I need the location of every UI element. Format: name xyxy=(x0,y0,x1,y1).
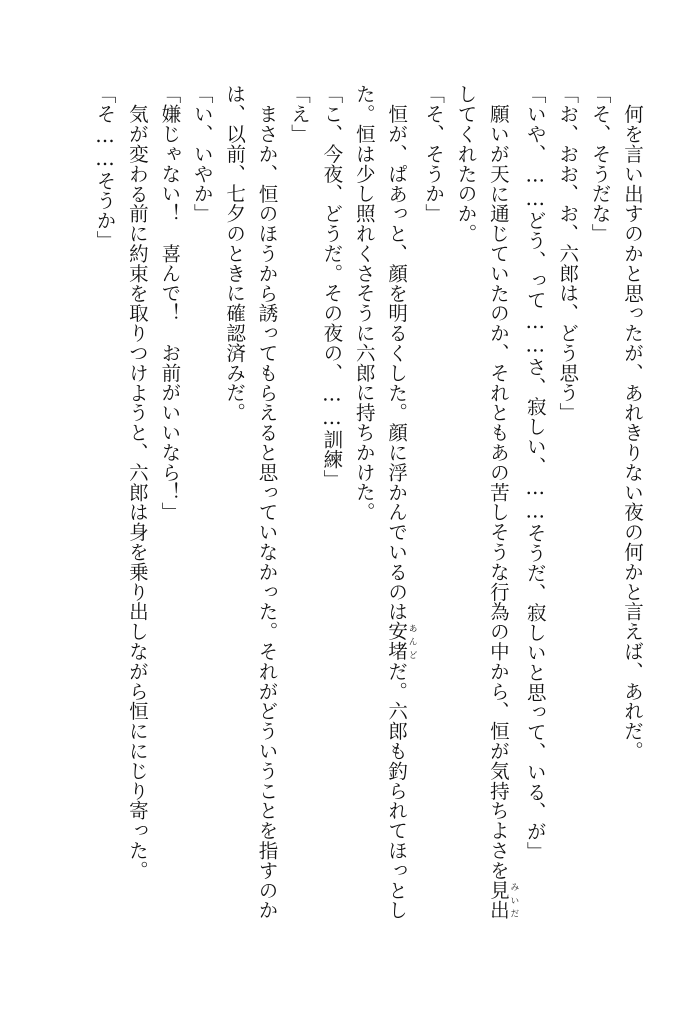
dialogue-line: 「そ、そうだな」 xyxy=(588,84,612,244)
ruby-reading: みいだ xyxy=(508,879,519,920)
narration-text: だ。六郎も釣られてほっとし xyxy=(385,660,409,920)
dialogue-line: 「そ……そうか」 xyxy=(93,84,117,251)
narration-line xyxy=(481,84,518,974)
narration-line: まさか、恒のほうから誘ってもらえると思っていなかった。それがどういうことを指すのか xyxy=(255,103,279,920)
dialogue-line: 「え」 xyxy=(287,84,311,144)
vertical-text-body xyxy=(28,84,648,974)
ruby-reading: あんど xyxy=(406,620,417,661)
dialogue-line: 「いや、……どう、って……さ、寂しい、……そうだ、寂しいと思って、いる、が」 xyxy=(523,84,547,862)
dialogue-line: 「お、おお、お、六郎は、どう思う」 xyxy=(556,84,580,423)
narration-line: 何を言い出すのかと思ったが、あれきりない夜の何かと言えば、あれだ。 xyxy=(621,103,644,761)
narration-line: 気が変わる前に約束を取りつけようと、六郎は身を乗り出しながら恒ににじり寄った。 xyxy=(125,103,149,880)
dialogue-line: 「こ、今夜、どうだ。その夜の、……訓練」 xyxy=(320,84,344,489)
dialogue-line: 「そ、そうか」 xyxy=(422,84,446,224)
ruby-midashi xyxy=(486,879,519,920)
narration-text: 恒が、ぱあっと、顔を明るくした。顔に浮かんでいるのは xyxy=(385,103,409,621)
dialogue-line: 「嫌じゃない！ 喜んで！ お前がいいなら！」 xyxy=(158,84,182,522)
ruby-ando xyxy=(385,620,417,661)
narration-line xyxy=(380,84,417,974)
narration-line: してくれたのか。 xyxy=(454,84,478,244)
narration-line: た。恒は少し照れくさそうに六郎に持ちかけた。 xyxy=(352,84,376,522)
ruby-base: 安堵 xyxy=(385,620,409,661)
narration-line: は、以前、七夕のときに確認済みだ。 xyxy=(223,84,247,423)
narration-text: 願いが天に通じていたのか、それともあの苦しそうな行為の中から、恒が気持ちよさを xyxy=(486,103,510,880)
dialogue-line: 「い、いやか」 xyxy=(190,84,214,224)
ruby-base: 見出 xyxy=(486,879,510,920)
